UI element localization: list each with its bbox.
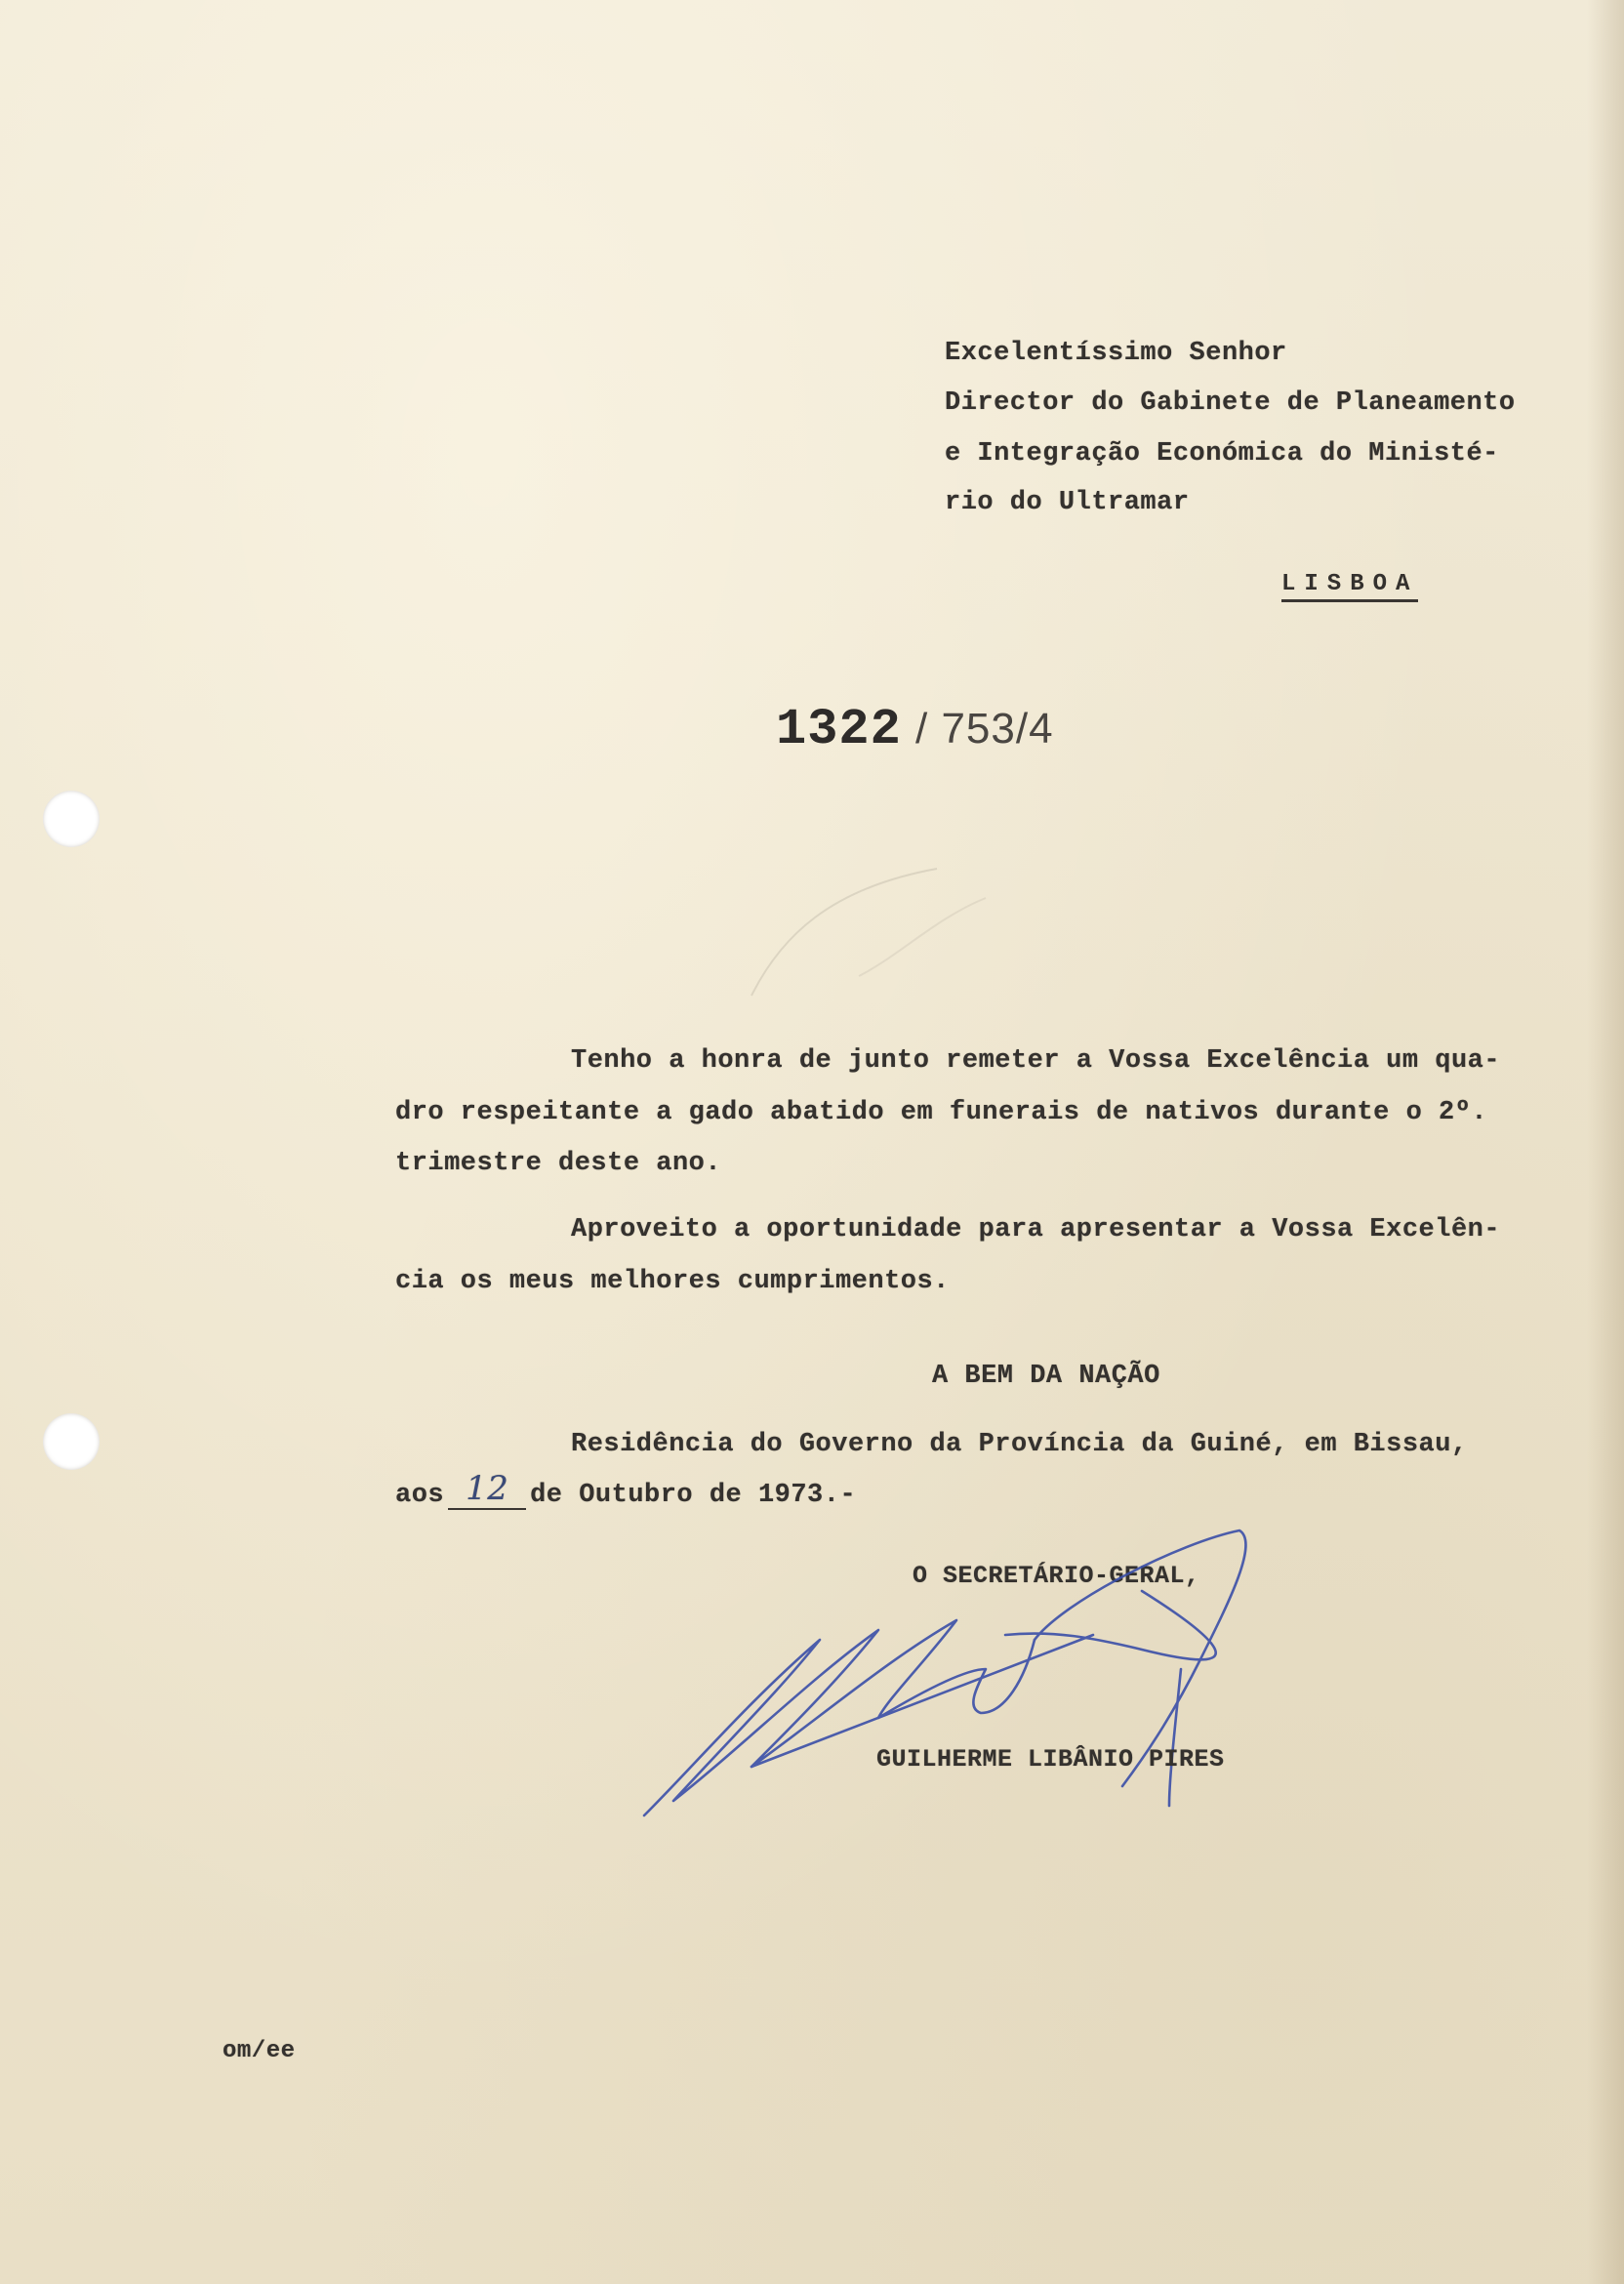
body-paragraph-2-line-2: cia os meus melhores cumprimentos. <box>395 1267 950 1296</box>
body-paragraph-1-line-3: trimestre deste ano. <box>395 1149 722 1178</box>
closing-salutation: A BEM DA NAÇÃO <box>932 1362 1160 1391</box>
recipient-line-2: Director do Gabinete de Planeamento <box>945 388 1516 418</box>
signatory-name: GUILHERME LIBÂNIO PIRES <box>876 1745 1225 1774</box>
reference-suffix: / 753/4 <box>915 705 1054 753</box>
recipient-line-1: Excelentíssimo Senhor <box>945 339 1287 368</box>
date-day-handwritten: 12 <box>466 1469 509 1508</box>
page-edge-shadow <box>1587 0 1624 2284</box>
closing-place-line: Residência do Governo da Província da Guiné, em Bissau, <box>571 1430 1468 1459</box>
closing-date-line <box>395 1469 857 1510</box>
recipient-line-4: rio do Ultramar <box>945 488 1190 517</box>
body-paragraph-2-line-1: Aproveito a oportunidade para apresentar a Vossa Excelên- <box>571 1215 1501 1244</box>
date-day-field <box>448 1469 526 1510</box>
typist-initials: om/ee <box>223 2038 296 2064</box>
handwritten-signature <box>634 1523 1376 1874</box>
body-paragraph-1-line-2: dro respeitante a gado abatido em funerais de nativos durante o 2º. <box>395 1098 1488 1127</box>
recipient-city: LISBOA <box>1281 571 1418 602</box>
punch-hole-top <box>43 791 100 847</box>
reference-number: 1322 <box>776 701 902 758</box>
punch-hole-bottom <box>43 1413 100 1470</box>
signatory-title: O SECRETÁRIO-GERAL, <box>913 1562 1200 1590</box>
faint-pencil-mark <box>742 859 995 1005</box>
date-suffix: de Outubro de 1973.- <box>530 1481 857 1510</box>
recipient-line-3: e Integração Económica do Ministé- <box>945 439 1499 469</box>
date-prefix: aos <box>395 1481 445 1510</box>
body-paragraph-1-line-1: Tenho a honra de junto remeter a Vossa Excelência um qua- <box>571 1046 1501 1076</box>
